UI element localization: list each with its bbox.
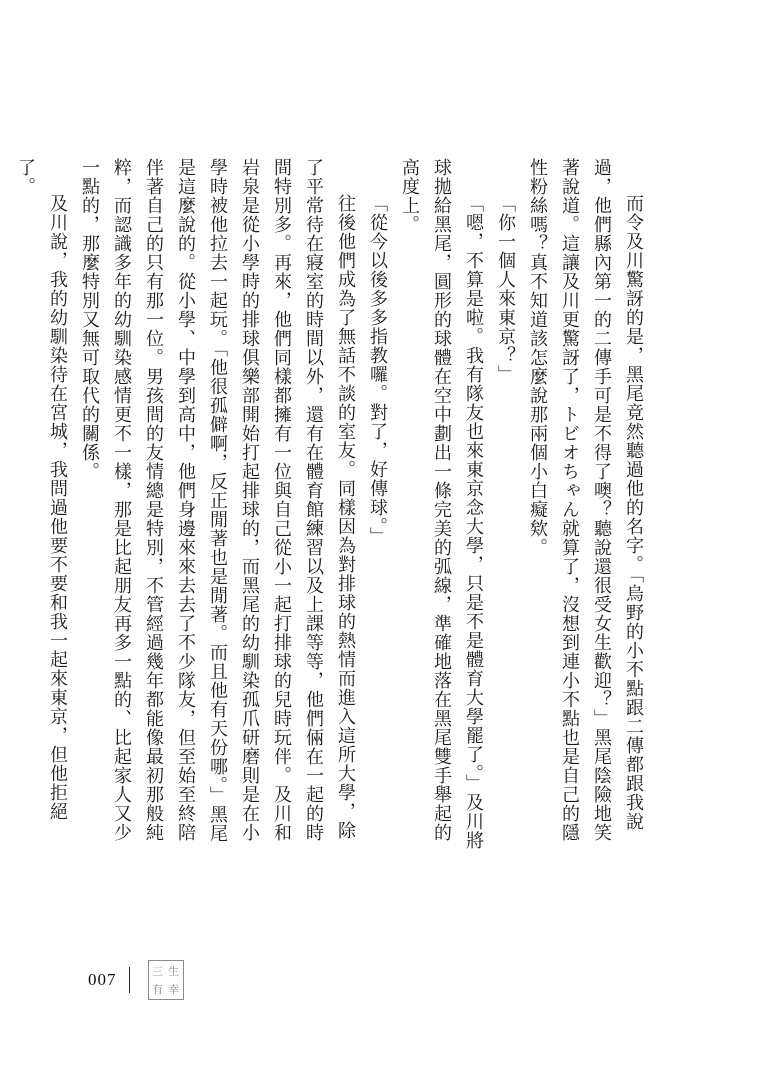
paragraph: 「嗯，不算是啦。我有隊友也來東京念大學，只是不是體育大學罷了。」及川將球拋給黑尾，圓形的球體在空中劃出一條完美的弧線，準確地落在黑尾雙手舉起的高度上。 — [399, 158, 484, 850]
stamp-char: 有 — [152, 982, 163, 996]
paragraph: 往後他們成為了無話不談的室友。同樣因為對排球的熱情而進入這所大學，除了平常待在寢室的時間以外，還有在體育館練習以及上課等等，他們倆在一起的時間特別多。再來，他們同樣都擁有一位與自己從小一起打排球的兒時玩伴。及川和岩泉是從小學時的排球俱樂部開始打起排球的，而黑尾的幼馴染孤爪研磨則是在小學時被他拉去一起玩。「他很孤僻啊，反正閒著也是閒著。而且他有天份哪。」黑尾是這麼說的。從小學、中學到高中，他們身邊來來去去了不少隊友，但至始至終陪伴著自己的只有那一位。男孩間的友情總是特別，不管經過幾年都能像最初那般純粹，而認識多年的幼馴染感情更不一樣，那是比起朋友再多一點的、比起家人又少一點的，那麼特別又無可取代的關係。 — [79, 158, 356, 843]
stamp-char: 生 — [168, 964, 179, 978]
page-number: 007 — [88, 970, 117, 989]
stamp-char: 幸 — [168, 982, 179, 996]
paragraph: 「從今以後多多指教囉。對了，好傳球。」 — [367, 194, 388, 546]
book-title-stamp — [148, 960, 184, 1000]
footer-divider — [129, 967, 130, 993]
paragraph: 及川說，我的幼馴染待在宮城，我問過他要不要和我一起來東京，但他拒絕了。 — [15, 158, 68, 821]
page-footer — [88, 960, 184, 1000]
vertical-text-body — [9, 158, 649, 858]
paragraph: 「你一個人來東京？」 — [495, 194, 516, 384]
paragraph: 而令及川驚訝的是，黑尾竟然聽過他的名字。「烏野的小不點跟二傳都跟我說過，他們縣內第一的二傳手可是不得了噢？聽說還很受女生歡迎？」黑尾陰險地笑著說道。這讓及川更驚訝了，トビオちゃん就算了，沒想到連小不點也是自己的隱性粉絲嗎？真不知道該怎麼說那兩個小白癡欸。 — [527, 158, 644, 842]
stamp-char: 三 — [152, 964, 163, 978]
